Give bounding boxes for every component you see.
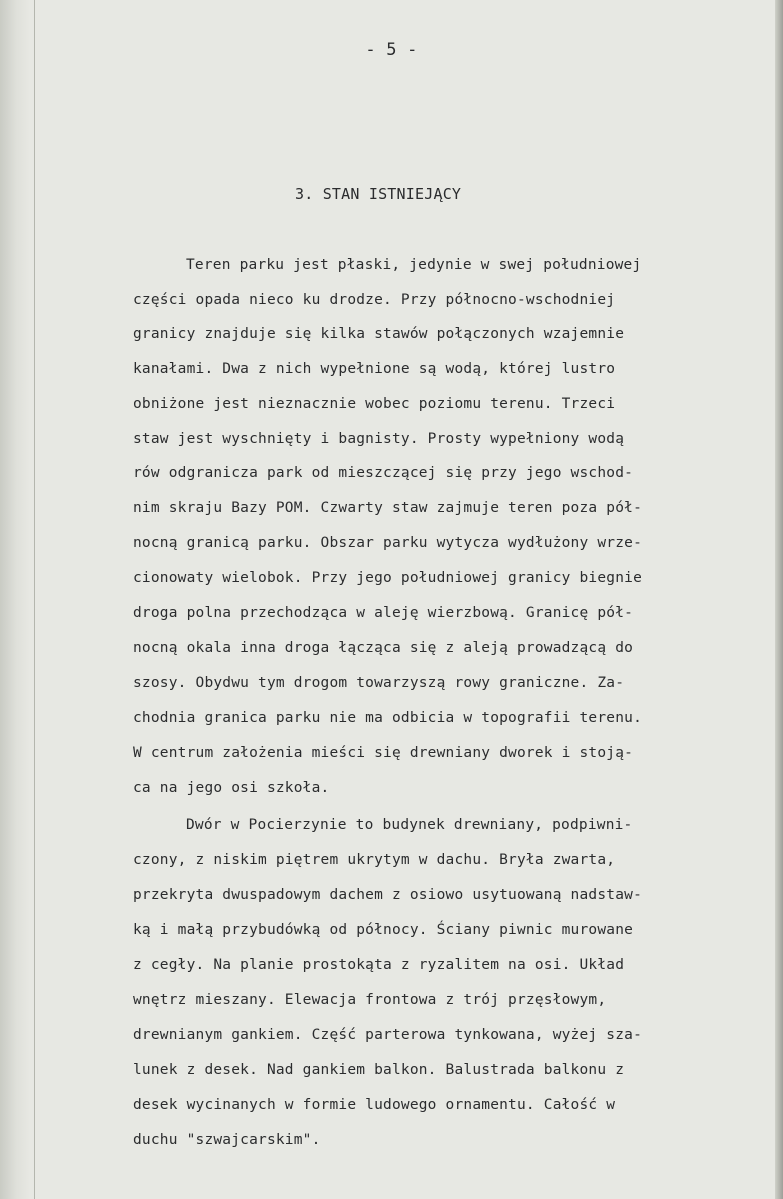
page-right-edge: [775, 0, 783, 1199]
text-line: duchu "szwajcarskim".: [133, 1132, 321, 1148]
text-line: staw jest wyschnięty i bagnisty. Prosty wypełniony wodą: [133, 431, 625, 447]
text-line: Dwór w Pocierzynie to budynek drewniany, podpiwni-: [186, 817, 633, 833]
text-line: rów odgranicza park od mieszczącej się przy jego wschod-: [133, 465, 634, 481]
text-line: cionowaty wielobok. Przy jego południowej granicy biegnie: [133, 570, 642, 586]
text-line: ca na jego osi szkoła.: [133, 780, 330, 796]
text-line: drewnianym gankiem. Część parterowa tynkowana, wyżej sza-: [133, 1027, 642, 1043]
text-line: kanałami. Dwa z nich wypełnione są wodą, której lustro: [133, 361, 616, 377]
text-line: nocną okala inna droga łącząca się z aleją prowadzącą do: [133, 640, 634, 656]
text-line: nocną granicą parku. Obszar parku wytycza wydłużony wrze-: [133, 535, 642, 551]
text-line: wnętrz mieszany. Elewacja frontowa z trój przęsłowym,: [133, 992, 607, 1008]
text-line: granicy znajduje się kilka stawów połączonych wzajemnie: [133, 326, 625, 342]
page-binding-edge: [0, 0, 30, 1199]
text-line: lunek z desek. Nad gankiem balkon. Balustrada balkonu z: [133, 1062, 625, 1078]
text-line: z cegły. Na planie prostokąta z ryzalitem na osi. Układ: [133, 957, 625, 973]
text-line: droga polna przechodząca w aleję wierzbową. Granicę pół-: [133, 605, 634, 621]
text-line: W centrum założenia mieści się drewniany dworek i stoją-: [133, 745, 634, 761]
section-title: 3. STAN ISTNIEJĄCY: [295, 185, 462, 203]
text-line: szosy. Obydwu tym drogom towarzyszą rowy graniczne. Za-: [133, 675, 625, 691]
text-line: czony, z niskim piętrem ukrytym w dachu. Bryła zwarta,: [133, 852, 616, 868]
text-line: przekryta dwuspadowym dachem z osiowo usytuowaną nadstaw-: [133, 887, 642, 903]
text-line: Teren parku jest płaski, jedynie w swej południowej: [186, 257, 642, 273]
text-line: ką i małą przybudówką od północy. Ściany piwnic murowane: [133, 922, 634, 938]
text-line: nim skraju Bazy POM. Czwarty staw zajmuje teren poza pół-: [133, 500, 642, 516]
text-line: desek wycinanych w formie ludowego ornamentu. Całość w: [133, 1097, 616, 1113]
text-line: części opada nieco ku drodze. Przy północno-wschodniej: [133, 292, 616, 308]
binding-line: [34, 0, 35, 1199]
text-line: obniżone jest nieznacznie wobec poziomu terenu. Trzeci: [133, 396, 616, 412]
text-line: chodnia granica parku nie ma odbicia w topografii terenu.: [133, 710, 642, 726]
page-number: - 5 -: [365, 40, 418, 60]
